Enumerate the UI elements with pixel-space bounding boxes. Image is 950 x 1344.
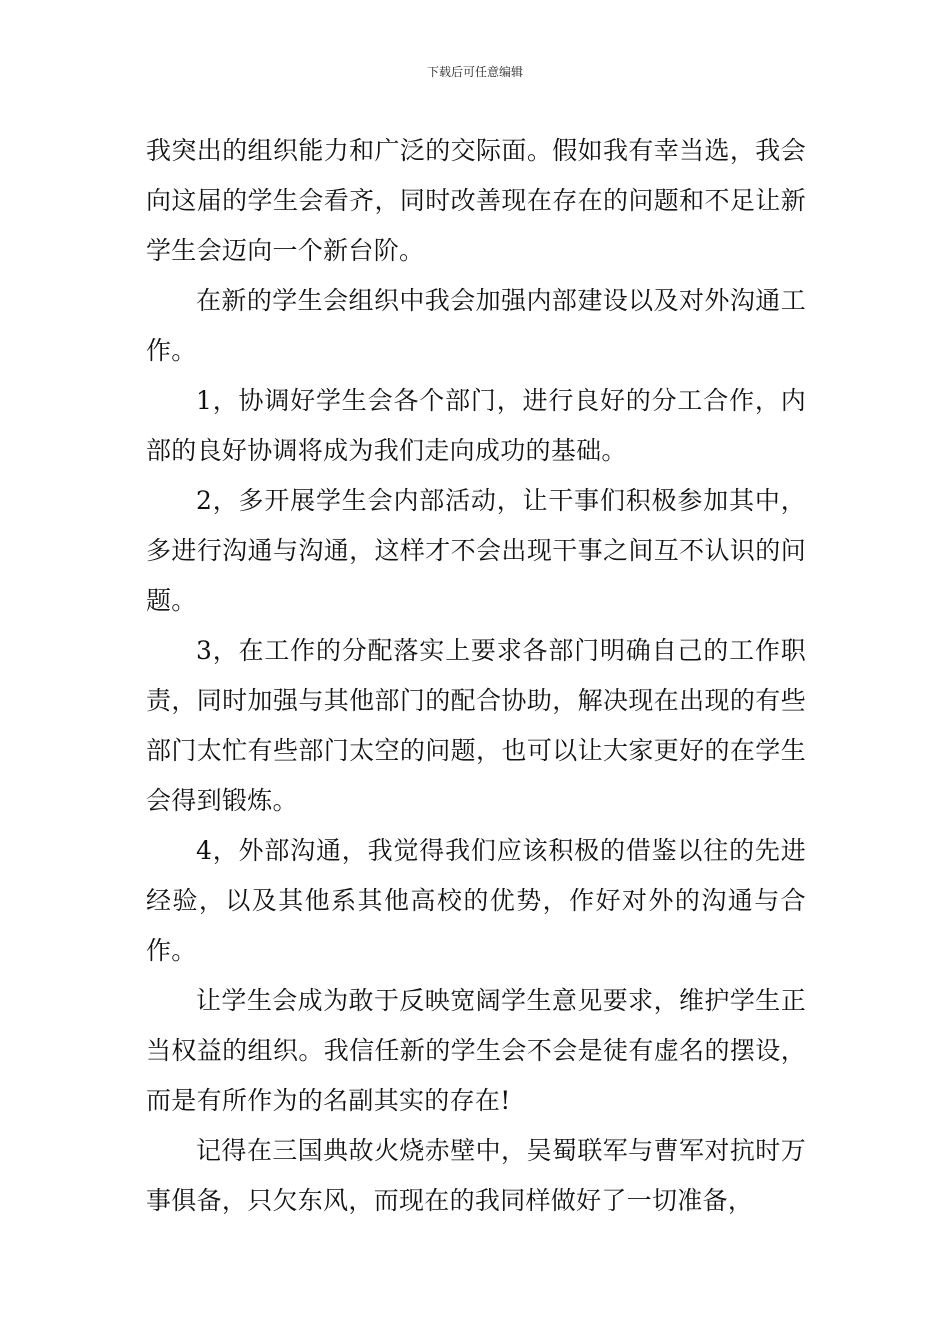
paragraph-3: 1，协调好学生会各个部门，进行良好的分工合作，内部的良好协调将成为我们走向成功的基础。 xyxy=(146,386,806,465)
paragraph-4: 2，多开展学生会内部活动，让干事们积极参加其中，多进行沟通与沟通，这样才不会出现干事之间互不认识的问题。 xyxy=(146,486,806,615)
paragraph-2: 在新的学生会组织中我会加强内部建设以及对外沟通工作。 xyxy=(146,286,806,365)
page-header: 下载后可任意编辑 xyxy=(426,65,523,79)
paragraph-8: 记得在三国典故火烧赤壁中，吴蜀联军与曹军对抗时万事俱备，只欠东风，而现在的我同样做好了一切准备， xyxy=(146,1136,806,1215)
document-body xyxy=(146,126,806,1226)
paragraph-5: 3，在工作的分配落实上要求各部门明确自己的工作职责，同时加强与其他部门的配合协助，解决现在出现的有些部门太忙有些部门太空的问题，也可以让大家更好的在学生会得到锻炼。 xyxy=(146,636,806,815)
paragraph-6: 4，外部沟通，我觉得我们应该积极的借鉴以往的先进经验，以及其他系其他高校的优势，作好对外的沟通与合作。 xyxy=(146,836,806,965)
paragraph-1: 我突出的组织能力和广泛的交际面。假如我有幸当选，我会向这届的学生会看齐，同时改善现在存在的问题和不足让新学生会迈向一个新台阶。 xyxy=(146,136,806,265)
paragraph-7: 让学生会成为敢于反映宽阔学生意见要求，维护学生正当权益的组织。我信任新的学生会不会是徒有虚名的摆设，而是有所作为的名副其实的存在! xyxy=(146,986,806,1115)
